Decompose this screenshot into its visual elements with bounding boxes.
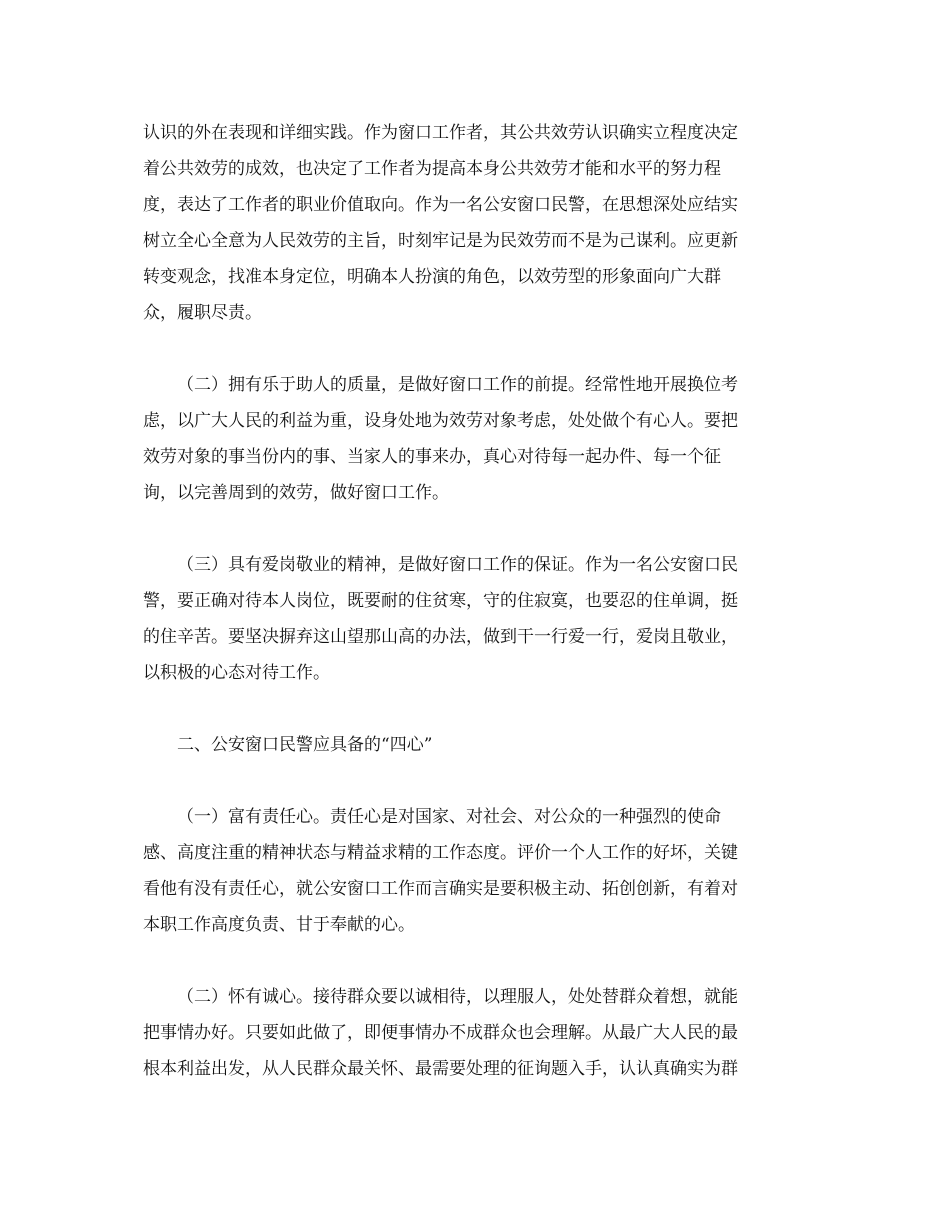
text-line: 认识的外在表现和详细实践。作为窗口工作者，其公共效劳认识确实立程度决定	[143, 123, 738, 143]
paragraph	[143, 367, 803, 511]
text-line: 转变观念，找准本身定位，明确本人扮演的角色，以效劳型的形象面向广大群	[143, 267, 721, 287]
text-line: 效劳对象的事当份内的事、当家人的事来办，真心对待每一起办件、每一个征	[143, 447, 721, 467]
paragraph	[143, 547, 803, 691]
paragraph	[143, 115, 803, 331]
text-line: 虑，以广大人民的利益为重，设身处地为效劳对象考虑，处处做个有心人。要把	[143, 411, 738, 431]
text-line: 询，以完善周到的效劳，做好窗口工作。	[143, 483, 449, 503]
text-line: 树立全心全意为人民效劳的主旨，时刻牢记是为民效劳而不是为己谋利。应更新	[143, 231, 738, 251]
text-line: （三）具有爱岗敬业的精神，是做好窗口工作的保证。作为一名公安窗口民	[177, 555, 738, 575]
text-line: （二）怀有诚心。接待群众要以诚相待，以理服人，处处替群众着想，就能	[177, 987, 738, 1007]
text-line: 根本利益出发，从人民群众最关怀、最需要处理的征询题入手，认认真确实为群	[143, 1059, 738, 1079]
text-line: 本职工作高度负责、甘于奉献的心。	[143, 915, 415, 935]
text-line: （一）富有责任心。责任心是对国家、对社会、对公众的一种强烈的使命	[177, 807, 721, 827]
heading-line: 二、公安窗口民警应具备的“四心”	[177, 735, 433, 755]
text-line: 感、高度注重的精神状态与精益求精的工作态度。评价一个人工作的好坏，关键	[143, 843, 738, 863]
section-heading	[143, 727, 803, 763]
text-line: 警，要正确对待本人岗位，既要耐的住贫寒，守的住寂寞，也要忍的住单调，挺	[143, 591, 738, 611]
document-body	[143, 115, 803, 1123]
text-line: （二）拥有乐于助人的质量，是做好窗口工作的前提。经常性地开展换位考	[177, 375, 738, 395]
paragraph	[143, 799, 803, 943]
text-line: 着公共效劳的成效，也决定了工作者为提高本身公共效劳才能和水平的努力程	[143, 159, 721, 179]
text-line: 把事情办好。只要如此做了，即便事情办不成群众也会理解。从最广大人民的最	[143, 1023, 738, 1043]
text-line: 看他有没有责任心，就公安窗口工作而言确实是要积极主动、拓创创新，有着对	[143, 879, 738, 899]
text-line: 度，表达了工作者的职业价值取向。作为一名公安窗口民警，在思想深处应结实	[143, 195, 738, 215]
text-line: 以积极的心态对待工作。	[143, 663, 330, 683]
text-line: 的住辛苦。要坚决摒弃这山望那山高的办法，做到干一行爱一行，爱岗且敬业，	[143, 627, 738, 647]
text-line: 众，履职尽责。	[143, 303, 262, 323]
paragraph	[143, 979, 803, 1087]
